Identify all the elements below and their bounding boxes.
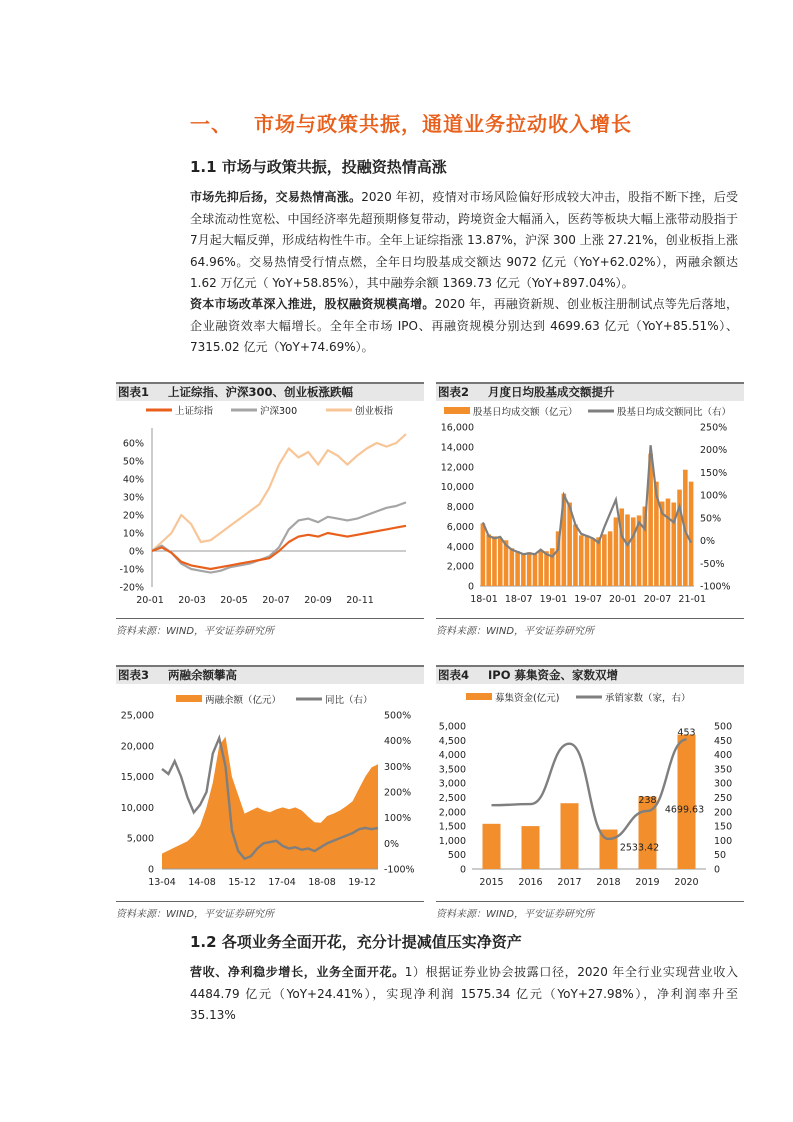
y-left-tick: 4,000: [446, 541, 474, 553]
y-right-tick: 0%: [700, 536, 716, 548]
y-right-tick: 300%: [384, 761, 412, 773]
bar: [666, 499, 671, 586]
y-left-tick: 6,000: [446, 521, 474, 533]
x-axis-tick: 20-01: [609, 594, 637, 605]
x-axis-tick: 13-04: [148, 877, 176, 888]
x-axis-tick: 20-11: [346, 595, 374, 606]
y-right-tick: 200%: [384, 787, 412, 799]
chart-3: [116, 685, 424, 903]
legend-ipo-count: 承销家数（家，右）: [605, 693, 691, 704]
y-right-tick: 0%: [384, 838, 400, 850]
y-left-tick: 500: [447, 850, 466, 862]
figure-3-source: 资料来源：WIND，平安证券研究所: [116, 901, 424, 920]
bar: [585, 535, 590, 586]
bar: [689, 482, 694, 586]
figure-2-title: 月度日均股基成交额提升: [488, 385, 615, 399]
y-right-tick: -100%: [700, 581, 731, 593]
bar: [510, 548, 515, 586]
legend-shanghai: 上证综指: [175, 406, 214, 417]
bar: [625, 514, 630, 586]
y-left-tick: 20,000: [120, 741, 154, 753]
bar: [521, 553, 526, 586]
bar: [678, 735, 696, 869]
y-right-tick: 350: [714, 764, 733, 776]
x-axis-tick: 19-01: [539, 594, 568, 605]
bar: [492, 536, 497, 586]
chart-1: [116, 402, 424, 620]
legend-margin-yoy: 同比（右）: [325, 695, 373, 706]
paragraph-1: [190, 187, 738, 295]
legend-ipo-funds: 募集资金(亿元): [495, 693, 560, 704]
figure-1-number: 图表1: [118, 385, 150, 399]
figure-2: [436, 382, 744, 637]
bar: [544, 551, 549, 586]
bar: [522, 826, 540, 869]
y-left-tick: 10,000: [120, 802, 154, 814]
y-left-tick: 2,500: [438, 793, 466, 804]
x-axis-tick: 19-12: [348, 877, 376, 888]
bar-label-2020: 4699.63: [664, 804, 705, 816]
figure-4-title: IPO 募集资金、家数双增: [488, 668, 618, 682]
figure-1-title: 上证综指、沪深300、创业板涨跌幅: [168, 385, 354, 399]
y-right-tick: 100%: [700, 490, 728, 502]
figure-2-source: 资料来源：WIND，平安证券研究所: [436, 618, 744, 637]
y-right-tick: 450: [714, 735, 733, 747]
section-title: [190, 108, 632, 137]
series-line-1: [152, 502, 406, 572]
y-left-tick: 4,000: [438, 750, 466, 762]
y-right-tick: 200: [714, 807, 733, 819]
y-right-tick: 100: [714, 835, 733, 847]
y-left-tick: 14,000: [440, 442, 474, 454]
figure-2-number: 图表2: [438, 385, 470, 399]
y-axis-tick: 10%: [122, 528, 144, 540]
x-axis-tick: 20-09: [304, 595, 332, 606]
x-axis-tick: 2018: [596, 877, 621, 888]
y-right-tick: 150: [714, 821, 733, 833]
legend-margin-balance: 两融余额（亿元）: [205, 695, 282, 706]
bar: [631, 517, 636, 586]
legend-chinext: 创业板指: [355, 406, 394, 417]
y-right-tick: 300: [714, 778, 733, 790]
paragraph-1-body: 2020 年初，疫情对市场风险偏好形成较大冲击，股指不断下挫，后受全球流动性宽松、中国经济率先超预期修复带动，跨境资金大幅涌入，医药等板块大幅上涨带动股指于 7月起大幅反弹，形成结构性牛市。全年上证综指涨 13.87%，沪深 300 上涨 27.21%，创业板指上涨 64.96%。交易热情受行情点燃，全年日均股基成交额达 9072 亿元（YoY+62.02%），两融余额达 1.62 万亿元（ YoY+58.85%），其中融券余额 1369.73 亿元（YoY+897.04%）。: [190, 190, 738, 290]
legend-csi300: 沪深300: [260, 406, 298, 417]
figure-1: [116, 382, 424, 637]
y-left-tick: 2,000: [438, 807, 466, 819]
legend-turnover: 股基日均成交额（亿元）: [473, 407, 578, 418]
y-right-tick: 500%: [384, 710, 412, 722]
legend-ipo-funds-swatch: [466, 693, 492, 700]
bar: [579, 535, 584, 586]
bar: [481, 523, 486, 586]
figure-4-number: 图表4: [438, 668, 470, 682]
section-number: 一、: [190, 112, 232, 136]
figure-3-header: [116, 665, 424, 684]
bar: [538, 550, 543, 586]
y-axis-tick: 50%: [122, 456, 144, 468]
y-left-tick: 5,000: [126, 833, 154, 845]
figure-2-header: [436, 382, 744, 401]
x-axis-tick: 20-07: [643, 594, 672, 605]
bar: [483, 824, 501, 869]
x-axis-tick: 18-01: [470, 594, 498, 605]
bar: [498, 538, 503, 586]
bar: [561, 803, 579, 869]
line-label-2019: 238: [638, 794, 657, 806]
y-right-tick: 400: [714, 750, 733, 762]
count-line: [492, 739, 687, 839]
y-axis-tick: 40%: [122, 474, 144, 486]
x-axis-tick: 2016: [518, 877, 543, 888]
x-axis-tick: 17-04: [268, 877, 296, 888]
y-right-tick: -50%: [700, 558, 725, 570]
paragraph-3-lead: 营收、净利稳步增长，业务全面开花。: [190, 965, 405, 979]
legend-turnover-yoy: 股基日均成交额同比（右）: [617, 407, 732, 418]
y-right-tick: 0: [714, 864, 721, 876]
paragraph-1-lead: 市场先抑后扬，交易热情高涨。: [190, 190, 362, 204]
y-right-tick: 500: [714, 721, 733, 733]
bar: [573, 524, 578, 586]
chart-4: [436, 685, 744, 903]
y-left-tick: 0: [467, 581, 474, 593]
paragraph-3-body: 1）根据证券业协会披露口径，2020 年全行业实现营业收入 4484.79 亿元（YoY+24.41%），实现净利润 1575.34 亿元（YoY+27.98%），净利润率升至 35.13%: [190, 965, 738, 1022]
y-right-tick: 100%: [384, 813, 412, 825]
bar: [596, 537, 601, 586]
y-left-tick: 25,000: [120, 710, 154, 722]
y-left-tick: 15,000: [120, 772, 154, 784]
x-axis-tick: 18-07: [504, 594, 533, 605]
y-right-tick: 150%: [700, 467, 728, 479]
legend-turnover-swatch: [444, 407, 470, 414]
bar: [527, 552, 532, 586]
y-left-tick: 0: [459, 864, 466, 876]
x-axis-tick: 14-08: [188, 877, 216, 888]
figure-4-header: [436, 665, 744, 684]
y-right-tick: 250%: [700, 422, 728, 434]
y-left-tick: 8,000: [446, 502, 474, 513]
y-axis-tick: 60%: [122, 438, 144, 450]
x-axis-tick: 15-12: [228, 877, 256, 888]
bar: [486, 534, 491, 586]
y-left-tick: 16,000: [440, 422, 474, 434]
figure-4: [436, 665, 744, 920]
y-right-tick: 250: [714, 793, 733, 804]
y-left-tick: 2,000: [446, 561, 474, 573]
bar: [533, 554, 538, 586]
y-axis-tick: 30%: [122, 492, 144, 504]
bar: [614, 517, 619, 586]
figure-3-number: 图表3: [118, 668, 150, 682]
x-axis-tick: 20-03: [178, 595, 206, 606]
y-right-tick: 200%: [700, 445, 728, 457]
y-left-tick: 3,500: [438, 764, 466, 776]
x-axis-tick: 2017: [557, 877, 582, 888]
figure-3: [116, 665, 424, 920]
x-axis-tick: 19-07: [574, 594, 602, 605]
paragraph-2: [190, 294, 738, 359]
x-axis-tick: 20-05: [220, 595, 248, 606]
y-right-tick: 400%: [384, 736, 412, 748]
section-title-text: 市场与政策共振，通道业务拉动收入增长: [254, 112, 632, 136]
y-axis-tick: -10%: [119, 564, 144, 576]
y-left-tick: 3,000: [438, 778, 466, 790]
y-left-tick: 10,000: [440, 482, 474, 494]
subsection-1-title: 1.1 市场与政策共振，投融资热情高涨: [190, 158, 447, 176]
x-axis-tick: 21-01: [678, 594, 707, 605]
bar-label-2019: 2533.42: [619, 842, 660, 854]
bar: [515, 551, 520, 586]
figure-3-title: 两融余额攀高: [168, 668, 237, 682]
x-axis-tick: 20-07: [262, 595, 290, 606]
chart-2: [436, 402, 744, 620]
y-axis-tick: 20%: [122, 510, 144, 522]
bar: [602, 534, 607, 586]
paragraph-3: [190, 962, 738, 1027]
paragraph-2-body: 2020 年，再融资新规、创业板注册制试点等先后落地，企业融资效率大幅增长。全年全市场 IPO、再融资规模分别达到 4699.63 亿元（YoY+85.51%）、7315.02 亿元（YoY+74.69%）。: [190, 297, 738, 354]
y-right-tick: 50%: [700, 513, 722, 525]
y-axis-tick: -20%: [119, 582, 144, 594]
figure-1-source: 资料来源：WIND，平安证券研究所: [116, 618, 424, 637]
bar: [608, 531, 613, 586]
y-axis-tick: 0%: [128, 546, 144, 558]
y-right-tick: 50: [714, 850, 727, 862]
y-left-tick: 1,000: [438, 835, 466, 847]
y-left-tick: 5,000: [438, 721, 466, 733]
y-left-tick: 0: [147, 864, 154, 876]
x-axis-tick: 20-01: [136, 595, 164, 606]
line-label-2020: 453: [677, 727, 696, 739]
y-right-tick: -100%: [384, 864, 415, 876]
bar: [590, 538, 595, 586]
subsection-2-title: 1.2 各项业务全面开花，充分计提减值压实净资产: [190, 933, 522, 951]
y-left-tick: 4,500: [438, 735, 466, 747]
paragraph-2-lead: 资本市场改革深入推进，股权融资规模高增。: [190, 297, 435, 311]
legend-margin-balance-swatch: [176, 695, 202, 702]
figure-1-header: [116, 382, 424, 401]
x-axis-tick: 2019: [635, 877, 660, 888]
figure-4-source: 资料来源：WIND，平安证券研究所: [436, 901, 744, 920]
y-left-tick: 12,000: [440, 462, 474, 474]
x-axis-tick: 2020: [674, 877, 699, 888]
x-axis-tick: 2015: [479, 877, 504, 888]
x-axis-tick: 18-08: [308, 877, 336, 888]
balance-area: [162, 737, 378, 869]
y-left-tick: 1,500: [438, 821, 466, 833]
